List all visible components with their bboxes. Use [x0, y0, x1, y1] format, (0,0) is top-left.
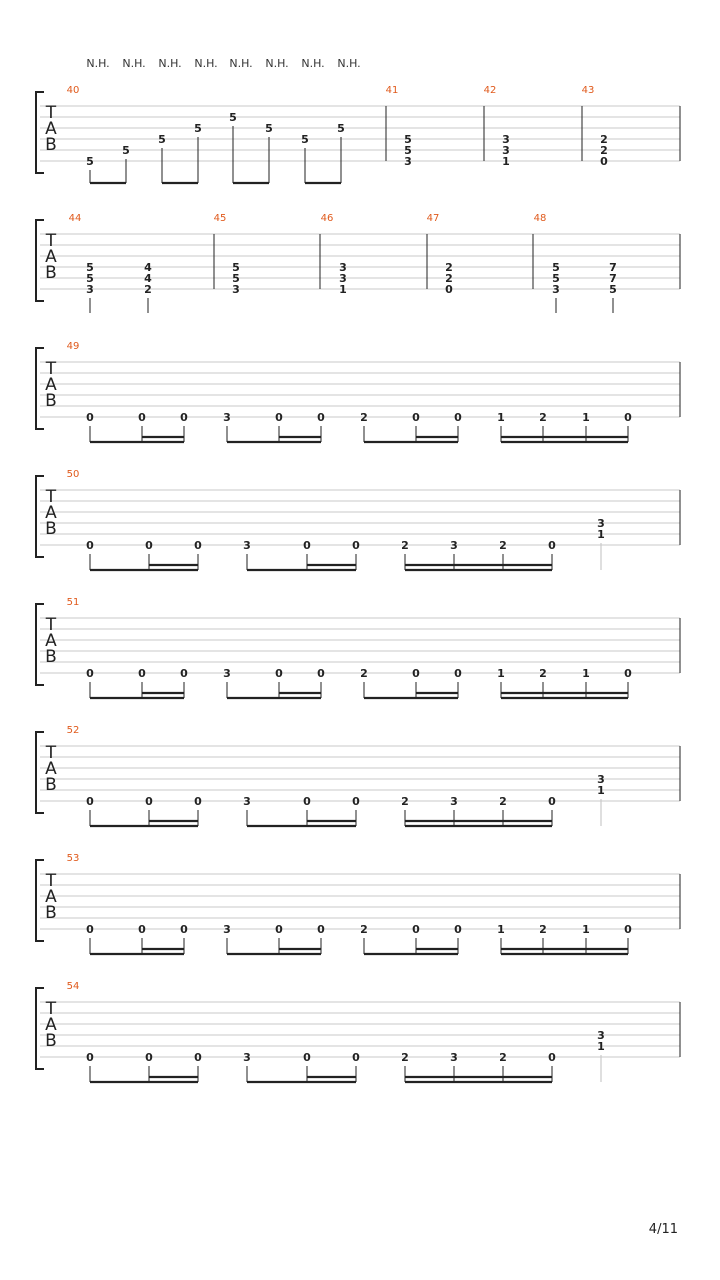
tab-clef-a: A — [45, 375, 57, 395]
fret-number: 4 — [144, 261, 152, 274]
fret-number: 5 — [86, 261, 94, 274]
fret-number: 5 — [232, 261, 240, 274]
natural-harmonic-label: N.H. — [158, 57, 182, 70]
fret-number: 5 — [86, 155, 94, 168]
fret-number: 0 — [138, 411, 146, 424]
tab-clef-t: T — [45, 231, 57, 251]
fret-number: 0 — [180, 411, 188, 424]
fret-number: 0 — [145, 795, 153, 808]
tab-clef-t: T — [45, 359, 57, 379]
fret-number: 3 — [86, 283, 94, 296]
fret-number: 1 — [339, 283, 347, 296]
fret-number: 5 — [194, 122, 202, 135]
tab-clef-b: B — [45, 647, 57, 667]
measure-number: 46 — [320, 213, 334, 224]
tab-clef-b: B — [45, 391, 57, 411]
tab-clef-a: A — [45, 887, 57, 907]
fret-number: 3 — [502, 133, 510, 146]
fret-number: 1 — [582, 923, 590, 936]
fret-number: 3 — [450, 795, 458, 808]
fret-number: 0 — [445, 283, 453, 296]
fret-number: 5 — [552, 261, 560, 274]
measure-number: 50 — [66, 469, 80, 480]
fret-number: 0 — [317, 667, 325, 680]
fret-number: 2 — [445, 272, 453, 285]
fret-number: 2 — [401, 1051, 409, 1064]
fret-number: 0 — [454, 411, 462, 424]
fret-number: 0 — [145, 539, 153, 552]
tab-clef-b: B — [45, 1031, 57, 1051]
fret-number: 3 — [223, 667, 231, 680]
fret-number: 2 — [499, 795, 507, 808]
tab-clef-a: A — [45, 119, 57, 139]
tab-clef-a: A — [45, 1015, 57, 1035]
fret-number: 1 — [497, 923, 505, 936]
natural-harmonic-label: N.H. — [194, 57, 218, 70]
fret-number: 0 — [86, 923, 94, 936]
natural-harmonic-label: N.H. — [301, 57, 325, 70]
measure-number: 47 — [426, 213, 440, 224]
fret-number: 0 — [86, 795, 94, 808]
fret-number: 5 — [301, 133, 309, 146]
fret-number: 0 — [624, 667, 632, 680]
fret-number: 3 — [223, 923, 231, 936]
fret-number: 0 — [138, 923, 146, 936]
tab-clef-t: T — [45, 999, 57, 1019]
fret-number: 0 — [317, 411, 325, 424]
fret-number: 0 — [412, 667, 420, 680]
tab-clef-b: B — [45, 519, 57, 539]
fret-number: 2 — [539, 411, 547, 424]
measure-number: 41 — [385, 85, 399, 96]
tab-clef-t: T — [45, 615, 57, 635]
measure-number: 42 — [483, 85, 497, 96]
tab-clef-t: T — [45, 487, 57, 507]
fret-number: 0 — [180, 667, 188, 680]
fret-number: 0 — [194, 795, 202, 808]
fret-number: 0 — [624, 923, 632, 936]
measure-number: 52 — [66, 725, 80, 736]
fret-number: 5 — [122, 144, 130, 157]
fret-number: 5 — [232, 272, 240, 285]
fret-number: 0 — [138, 667, 146, 680]
fret-number: 5 — [158, 133, 166, 146]
fret-number: 2 — [445, 261, 453, 274]
fret-number: 2 — [360, 923, 368, 936]
fret-number: 3 — [502, 144, 510, 157]
fret-number: 3 — [243, 539, 251, 552]
fret-number: 2 — [600, 133, 608, 146]
fret-number: 1 — [597, 528, 605, 541]
fret-number: 2 — [600, 144, 608, 157]
fret-number: 2 — [499, 1051, 507, 1064]
fret-number: 2 — [360, 411, 368, 424]
fret-number: 5 — [265, 122, 273, 135]
fret-number: 5 — [609, 283, 617, 296]
fret-number: 0 — [454, 667, 462, 680]
fret-number: 3 — [552, 283, 560, 296]
fret-number: 2 — [401, 539, 409, 552]
measure-number: 48 — [533, 213, 547, 224]
tab-clef-a: A — [45, 631, 57, 651]
page-number: 4/11 — [648, 1222, 678, 1237]
fret-number: 0 — [548, 1051, 556, 1064]
natural-harmonic-label: N.H. — [122, 57, 146, 70]
tab-clef-a: A — [45, 759, 57, 779]
fret-number: 3 — [450, 1051, 458, 1064]
fret-number: 2 — [360, 667, 368, 680]
fret-number: 1 — [502, 155, 510, 168]
fret-number: 3 — [339, 272, 347, 285]
tab-clef-a: A — [45, 503, 57, 523]
fret-number: 2 — [499, 539, 507, 552]
fret-number: 0 — [194, 539, 202, 552]
tab-clef-a: A — [45, 247, 57, 267]
fret-number: 0 — [275, 411, 283, 424]
fret-number: 0 — [303, 1051, 311, 1064]
fret-number: 3 — [232, 283, 240, 296]
fret-number: 5 — [337, 122, 345, 135]
fret-number: 3 — [597, 773, 605, 786]
fret-number: 3 — [450, 539, 458, 552]
fret-number: 0 — [454, 923, 462, 936]
fret-number: 1 — [582, 667, 590, 680]
measure-number: 45 — [213, 213, 227, 224]
measure-number: 40 — [66, 85, 80, 96]
fret-number: 2 — [539, 667, 547, 680]
measure-number: 44 — [68, 213, 82, 224]
tab-clef-b: B — [45, 263, 57, 283]
fret-number: 2 — [144, 283, 152, 296]
natural-harmonic-label: N.H. — [265, 57, 289, 70]
fret-number: 0 — [317, 923, 325, 936]
measure-number: 49 — [66, 341, 80, 352]
fret-number: 2 — [539, 923, 547, 936]
fret-number: 5 — [404, 144, 412, 157]
fret-number: 1 — [497, 667, 505, 680]
fret-number: 1 — [597, 1040, 605, 1053]
fret-number: 0 — [352, 1051, 360, 1064]
tab-clef-t: T — [45, 103, 57, 123]
fret-number: 1 — [597, 784, 605, 797]
tab-clef-b: B — [45, 775, 57, 795]
fret-number: 0 — [145, 1051, 153, 1064]
fret-number: 3 — [597, 1029, 605, 1042]
fret-number: 0 — [352, 539, 360, 552]
fret-number: 4 — [144, 272, 152, 285]
fret-number: 0 — [86, 667, 94, 680]
measure-number: 43 — [581, 85, 595, 96]
fret-number: 0 — [600, 155, 608, 168]
fret-number: 0 — [412, 411, 420, 424]
fret-number: 0 — [303, 795, 311, 808]
fret-number: 3 — [404, 155, 412, 168]
fret-number: 0 — [194, 1051, 202, 1064]
natural-harmonic-label: N.H. — [337, 57, 361, 70]
tab-clef-b: B — [45, 135, 57, 155]
fret-number: 0 — [275, 923, 283, 936]
fret-number: 2 — [401, 795, 409, 808]
tab-clef-b: B — [45, 903, 57, 923]
tab-clef-t: T — [45, 871, 57, 891]
fret-number: 5 — [404, 133, 412, 146]
fret-number: 0 — [86, 411, 94, 424]
fret-number: 5 — [86, 272, 94, 285]
fret-number: 1 — [497, 411, 505, 424]
fret-number: 5 — [229, 111, 237, 124]
natural-harmonic-label: N.H. — [86, 57, 110, 70]
fret-number: 3 — [339, 261, 347, 274]
measure-number: 51 — [66, 597, 80, 608]
fret-number: 3 — [243, 795, 251, 808]
fret-number: 7 — [609, 272, 617, 285]
fret-number: 5 — [552, 272, 560, 285]
fret-number: 0 — [352, 795, 360, 808]
fret-number: 3 — [597, 517, 605, 530]
tab-clef-t: T — [45, 743, 57, 763]
fret-number: 3 — [243, 1051, 251, 1064]
fret-number: 0 — [412, 923, 420, 936]
fret-number: 0 — [86, 539, 94, 552]
fret-number: 0 — [624, 411, 632, 424]
measure-number: 54 — [66, 981, 80, 992]
natural-harmonic-label: N.H. — [229, 57, 253, 70]
fret-number: 3 — [223, 411, 231, 424]
fret-number: 0 — [303, 539, 311, 552]
fret-number: 1 — [582, 411, 590, 424]
fret-number: 0 — [548, 795, 556, 808]
measure-number: 53 — [66, 853, 80, 864]
fret-number: 0 — [180, 923, 188, 936]
fret-number: 0 — [275, 667, 283, 680]
fret-number: 0 — [86, 1051, 94, 1064]
fret-number: 7 — [609, 261, 617, 274]
fret-number: 0 — [548, 539, 556, 552]
